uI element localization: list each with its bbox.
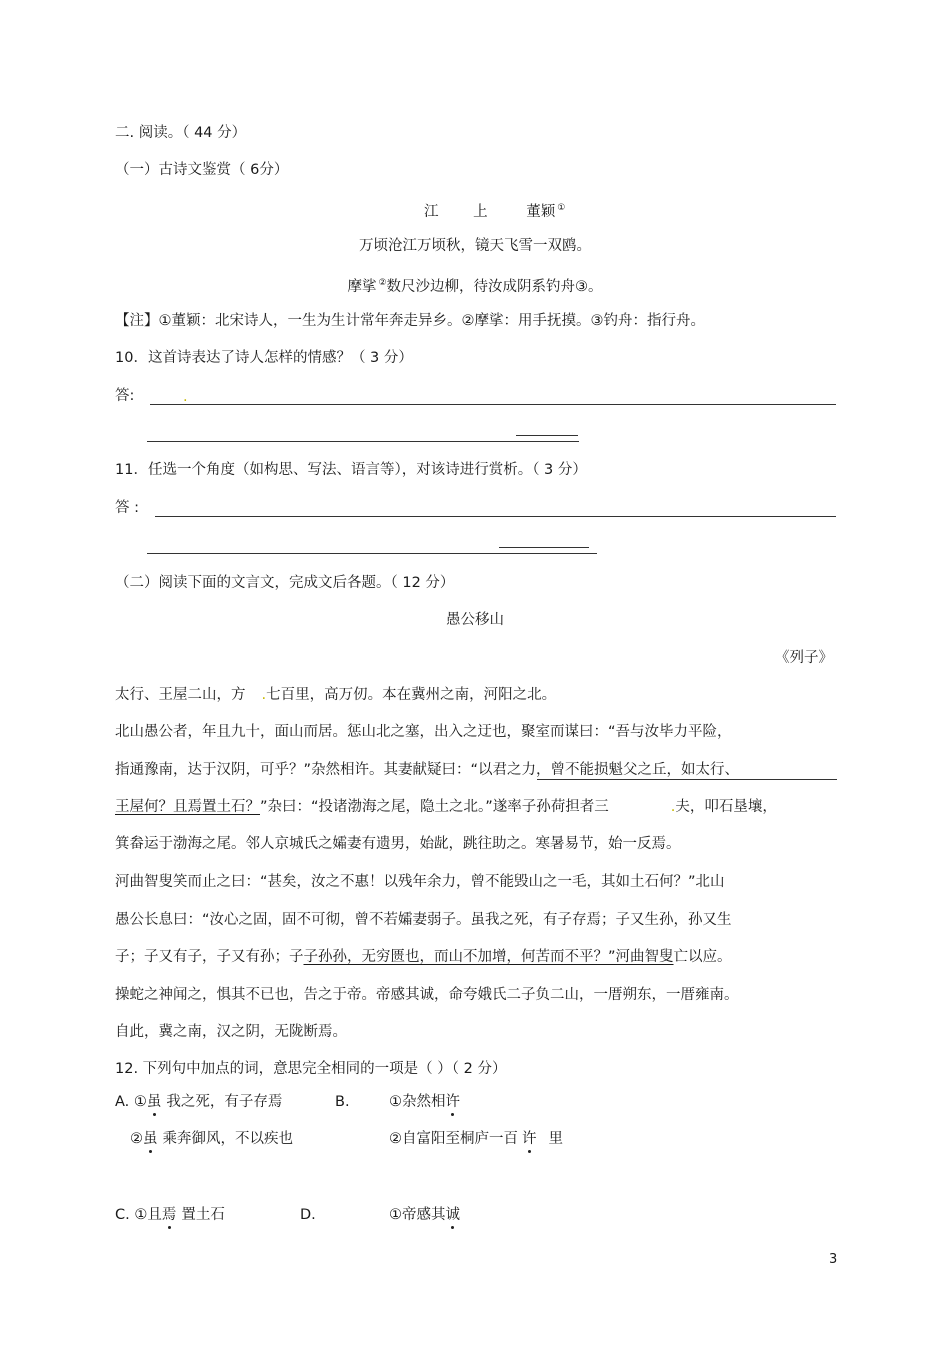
passage-3-a: 指通豫南，达于汉阴，可乎？”杂然相许。其妻献疑曰：“以君之力， xyxy=(115,762,551,778)
passage-1-a: 太行、王屋二山，方 xyxy=(115,687,246,703)
poem-note: 【注】①董颖：北宋诗人，一生为生计常年奔走异乡。②摩挲：用手抚摸。③钓舟：指行舟。 xyxy=(115,313,705,329)
q11-answer-line-2 xyxy=(147,553,597,554)
option-b1-dotted: 许 xyxy=(445,1094,460,1110)
option-a1-rest: 我之死，有子存焉 xyxy=(166,1094,283,1110)
q10-answer-line-1 xyxy=(150,404,836,405)
option-b-label: B. xyxy=(335,1094,350,1110)
passage-1-b: 七百里，高万仞。本在冀州之南，河阳之北。 xyxy=(266,687,557,703)
option-b1-pre: ①杂然相 xyxy=(389,1094,446,1110)
option-a2 xyxy=(130,1129,293,1149)
option-a2-rest: 乘奔御风，不以疾也 xyxy=(162,1131,293,1147)
option-a1 xyxy=(115,1092,282,1112)
option-b2 xyxy=(389,1129,563,1149)
option-d1-pre: ①帝感其 xyxy=(389,1207,446,1223)
passage-4-c: 夫，叩石垦壤， xyxy=(675,799,777,815)
q11-answer-line-2-short xyxy=(499,547,589,548)
option-b1 xyxy=(389,1092,460,1112)
classical-source: 《列子》 xyxy=(775,650,833,666)
option-d1 xyxy=(389,1205,460,1225)
passage-8-a: 子；子又有子，子又有孙；子 xyxy=(115,949,304,965)
q10-answer-line-2-short xyxy=(516,435,578,436)
q10-answer-label: 答: xyxy=(115,388,135,404)
passage-4-b: ”杂曰：“投诸渤海之尾，隐土之北。”遂率子孙荷担者三 xyxy=(260,799,609,815)
author-note-mark: ① xyxy=(557,203,566,213)
passage-line-3 xyxy=(115,760,739,780)
passage-8-c: 亡以应。 xyxy=(673,949,732,965)
option-b2-rest: 里 xyxy=(548,1131,563,1147)
q11-answer-line-1 xyxy=(155,516,836,517)
passage-line-10: 自此，冀之南，汉之阴，无陇断焉。 xyxy=(115,1024,347,1040)
poem-line-1: 万顷沧江万顷秋，镜天飞雪一双鸥。 xyxy=(359,238,591,254)
passage-line-1 xyxy=(115,685,556,705)
section-title: 二. 阅读。（ 44 分） xyxy=(115,125,247,141)
option-a2-dotted: 虽 xyxy=(143,1131,158,1147)
passage-line-9: 操蛇之神闻之，惧其不已也，告之于帝。帝感其诚，命夸娥氏二子负二山，一厝朔东，一厝雍南。 xyxy=(115,987,739,1003)
question-11: 11．任选一个角度（如构思、写法、语言等），对该诗进行赏析。（ 3 分） xyxy=(115,462,587,478)
poem-title-line xyxy=(424,198,565,222)
passage-line-8 xyxy=(115,947,732,967)
poem-title: 江 上 xyxy=(424,203,488,220)
option-b2-pre: ②自富阳至桐庐一百 xyxy=(389,1131,518,1147)
option-d1-dotted: 诚 xyxy=(445,1207,460,1223)
option-b2-dotted: 许 xyxy=(522,1131,537,1147)
passage-1-mark: . xyxy=(261,687,267,703)
passage-8-b: 子孙孙，无穷匮也，而山不加增，何苦而不平？”河曲智叟 xyxy=(303,949,674,965)
option-c1 xyxy=(115,1205,225,1225)
q10-stray-mark: . xyxy=(183,389,188,405)
q10-answer-line-2 xyxy=(147,441,579,442)
poem-line-2 xyxy=(0,273,950,297)
question-10: 10．这首诗表达了诗人怎样的情感？（ 3 分） xyxy=(115,350,413,366)
passage-line-2: 北山愚公者，年且九十，面山而居。惩山北之塞，出入之迂也，聚室而谋曰：“吾与汝毕力平险， xyxy=(115,724,732,740)
q11-answer-label: 答 : xyxy=(115,500,139,516)
classical-title: 愚公移山 xyxy=(446,612,504,628)
question-12: 12. 下列句中加点的词，意思完全相同的一项是（ ）（ 2 分） xyxy=(115,1061,507,1077)
option-a-label: A. ① xyxy=(115,1094,147,1110)
classical-heading: （二）阅读下面的文言文，完成文后各题。（ 12 分） xyxy=(115,575,455,591)
option-d-label: D. xyxy=(300,1207,316,1223)
poem-line-2-mark: ② xyxy=(378,278,387,288)
poem-line-2-start: 摩挲 xyxy=(347,278,377,295)
poetry-heading: （一）古诗文鉴赏（ 6分） xyxy=(115,162,289,178)
option-c1-rest: 置土石 xyxy=(181,1207,225,1223)
page-number: 3 xyxy=(829,1252,838,1267)
passage-4-a: 王屋何？且焉置土石？ xyxy=(115,799,260,815)
option-a1-dotted: 虽 xyxy=(146,1094,162,1110)
passage-line-4 xyxy=(115,797,777,817)
passage-3-b: 曾不能损魁父之丘，如太行、 xyxy=(550,762,740,778)
passage-line-6: 河曲智叟笑而止之曰：“甚矣，汝之不惠！以残年余力，曾不能毁山之一毛，其如土石何？”北山 xyxy=(115,874,725,890)
passage-4-mark: . xyxy=(670,799,676,815)
option-c1-dotted: 焉 xyxy=(161,1207,177,1223)
option-a2-pre: ② xyxy=(130,1131,143,1147)
poem-author: 董颖 xyxy=(526,203,556,220)
passage-line-5: 箕畚运于渤海之尾。邻人京城氏之孀妻有遗男，始龀，跳往助之。寒暑易节，始一反焉。 xyxy=(115,836,681,852)
passage-line-7: 愚公长息曰：“汝心之固，固不可彻，曾不若孀妻弱子。虽我之死，有子存焉；子又生孙，孙又生 xyxy=(115,912,732,928)
option-c-label: C. ①且 xyxy=(115,1207,162,1223)
poem-line-2-end: 数尺沙边柳，待汝成阴系钓舟③。 xyxy=(386,278,603,295)
passage-3-underline xyxy=(537,779,837,780)
